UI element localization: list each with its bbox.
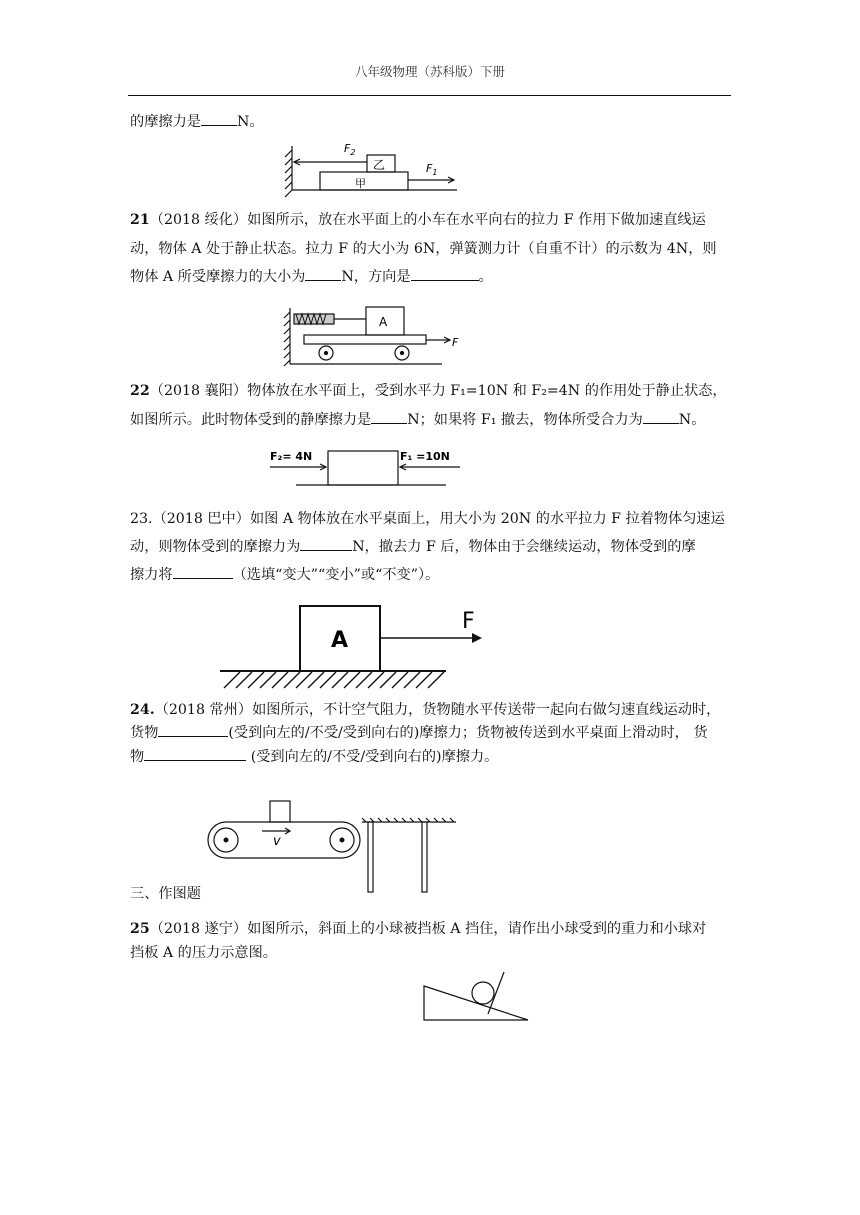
q22-line2: 如图所示。此时物体受到的静摩擦力是 N；如果将 F₁ 撤去，物体所受合力为 N。 xyxy=(130,409,705,431)
header-rule xyxy=(128,95,731,96)
q25-figure xyxy=(420,966,532,1024)
section-title: 三、作图题 xyxy=(130,886,201,902)
q21-figure xyxy=(282,300,472,370)
label-f: F xyxy=(452,336,459,349)
cart-board xyxy=(304,335,426,344)
label-jia: 甲 xyxy=(355,177,366,190)
cargo xyxy=(270,801,290,822)
q25-line1: 25（2018 遂宁）如图所示，斜面上的小球被挡板 A 挡住，请作出小球受到的重力和小球对 xyxy=(130,921,707,937)
q22-figure xyxy=(266,445,466,495)
q24-line3: 物 (受到向左的/不受/受到向右的)摩擦力。 xyxy=(130,746,498,768)
q20-figure xyxy=(282,140,462,200)
page-header: 八年级物理（苏科版）下册 xyxy=(354,64,505,79)
answer-blank[interactable] xyxy=(300,536,352,551)
q23-figure xyxy=(220,600,475,692)
answer-blank[interactable] xyxy=(305,266,341,281)
label-a: A xyxy=(379,315,388,329)
q23-line2: 动，则物体受到的摩擦力为 N，撤去力 F 后，物体由于会继续运动，物体受到的摩 xyxy=(130,536,696,558)
q25-line2: 挡板 A 的压力示意图。 xyxy=(130,945,277,961)
q23-line3: 擦力将 （选填“变大”“变小”或“不变”）。 xyxy=(130,564,439,586)
incline xyxy=(424,986,528,1020)
label-f2: F₂= 4N xyxy=(270,450,313,463)
answer-blank[interactable] xyxy=(411,266,479,281)
q20-tail: 的摩擦力是 N。 xyxy=(130,111,264,133)
q24-line1: 24.（2018 常州）如图所示，不计空气阻力，货物随水平传送带一起向右做匀速直线运动时， xyxy=(130,702,721,718)
block xyxy=(328,451,398,485)
label-f1: $F_1$ xyxy=(426,162,438,177)
answer-blank[interactable] xyxy=(201,111,237,126)
answer-blank[interactable] xyxy=(144,746,246,761)
q21-line2: 动，物体 A 处于静止状态。拉力 F 的大小为 6N，弹簧测力计（自重不计）的示数为 4N，则 xyxy=(130,241,717,257)
answer-blank[interactable] xyxy=(371,409,407,424)
q21-line1: 21（2018 绥化）如图所示，放在水平面上的小车在水平向右的拉力 F 作用下做加速直线运 xyxy=(130,212,706,228)
q22-line1: 22（2018 襄阳）物体放在水平面上，受到水平力 F₁=10N 和 F₂=4N 的作用处于静止状态， xyxy=(130,383,727,399)
q24-line2: 货物 (受到向左的/不受/受到向右的)摩擦力；货物被传送到水平桌面上滑动时， 货 xyxy=(130,722,708,744)
q23-line1: 23.（2018 巴中）如图 A 物体放在水平桌面上，用大小为 20N 的水平拉力 F 拉着物体匀速运 xyxy=(130,511,725,527)
q21-line3: 物体 A 所受摩擦力的大小为 N，方向是 。 xyxy=(130,266,493,288)
ball xyxy=(472,982,494,1004)
answer-blank[interactable] xyxy=(173,564,233,579)
q24-figure xyxy=(200,798,460,894)
label-f: F xyxy=(462,609,475,634)
conveyor-belt xyxy=(208,822,360,858)
answer-blank[interactable] xyxy=(643,409,679,424)
answer-blank[interactable] xyxy=(158,722,228,737)
table-leg-left xyxy=(368,822,373,892)
label-f2: $F_2$ xyxy=(344,142,356,157)
label-a: A xyxy=(331,628,349,653)
label-v: v xyxy=(273,834,281,849)
label-f1: F₁ =10N xyxy=(400,450,450,463)
label-yi: 乙 xyxy=(373,158,386,172)
table-leg-right xyxy=(422,822,427,892)
baffle-a xyxy=(488,972,504,1014)
